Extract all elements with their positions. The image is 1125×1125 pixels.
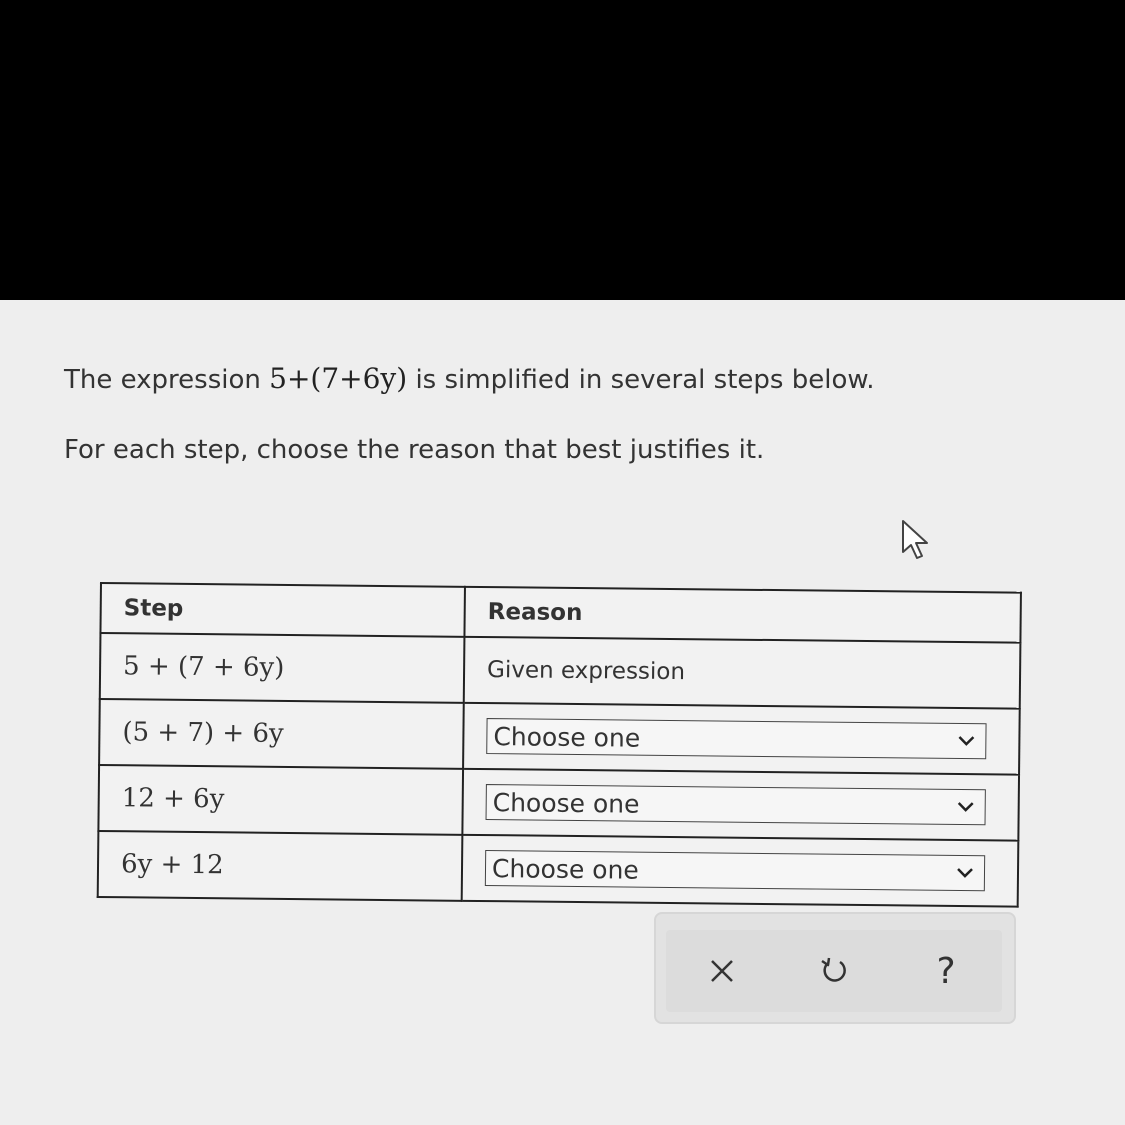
expression-math: 5+(7+6y) <box>269 362 408 395</box>
mouse-cursor-icon <box>900 518 934 562</box>
reason-header: Reason <box>464 587 1020 643</box>
instruction-text: For each step, choose the reason that best justifies it. <box>64 435 765 465</box>
reason-dropdown[interactable] <box>485 850 985 891</box>
steps-table <box>97 582 1022 908</box>
help-icon: ? <box>936 950 956 992</box>
intro-text-before: The expression <box>64 365 261 395</box>
table-row <box>98 831 1019 907</box>
answer-toolbar <box>654 912 1016 1024</box>
chevron-down-icon <box>957 801 975 813</box>
problem-screen <box>0 300 1125 1125</box>
step-expression: 12 + 6y <box>121 783 225 815</box>
help-button[interactable] <box>924 949 968 993</box>
reason-dropdown-label: Choose one <box>493 721 641 753</box>
reason-text: Given expression <box>486 657 686 686</box>
reason-dropdown[interactable] <box>486 784 986 825</box>
close-icon <box>708 957 736 985</box>
table-row <box>100 633 1021 709</box>
table-row <box>98 765 1019 841</box>
chevron-down-icon <box>957 735 975 747</box>
reason-dropdown-label: Choose one <box>492 787 640 819</box>
problem-intro <box>64 362 1064 397</box>
reason-dropdown[interactable] <box>486 718 986 759</box>
chevron-down-icon <box>956 867 974 879</box>
step-expression: 6y + 12 <box>120 849 224 881</box>
undo-button[interactable] <box>812 949 856 993</box>
problem-statement <box>64 362 1064 467</box>
camera-black-area <box>0 0 1125 300</box>
table-row <box>99 699 1020 775</box>
step-header: Step <box>100 583 465 637</box>
toolbar-buttons <box>666 930 1002 1012</box>
step-expression: (5 + 7) + 6y <box>122 717 284 749</box>
step-expression: 5 + (7 + 6y) <box>122 651 285 683</box>
clear-button[interactable] <box>700 949 744 993</box>
undo-icon <box>818 955 850 987</box>
intro-text-after: is simplified in several steps below. <box>415 365 875 395</box>
reason-dropdown-label: Choose one <box>491 853 639 885</box>
